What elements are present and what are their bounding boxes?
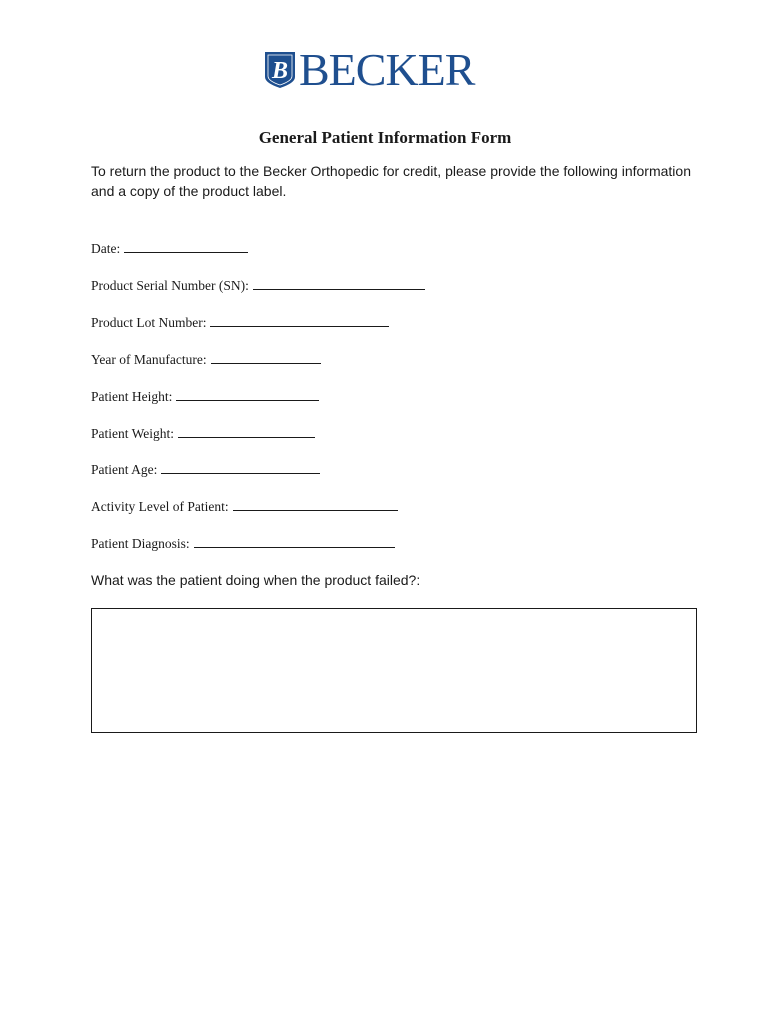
lot-number-field[interactable]	[91, 314, 389, 332]
serial-number-blank[interactable]	[253, 277, 425, 290]
patient-diagnosis-label: Patient Diagnosis:	[91, 536, 190, 551]
activity-level-blank[interactable]	[233, 498, 398, 511]
date-label: Date:	[91, 241, 121, 256]
date-field[interactable]	[91, 240, 248, 258]
serial-number-label: Product Serial Number (SN):	[91, 278, 249, 293]
activity-level-field[interactable]	[91, 498, 398, 516]
date-blank[interactable]	[124, 240, 248, 253]
activity-level-label: Activity Level of Patient:	[91, 499, 229, 514]
patient-weight-field[interactable]	[91, 425, 315, 443]
svg-text:B: B	[271, 58, 289, 84]
patient-diagnosis-field[interactable]	[91, 535, 395, 553]
patient-age-blank[interactable]	[161, 461, 320, 474]
lot-number-label: Product Lot Number:	[91, 315, 207, 330]
year-of-manufacture-field[interactable]	[91, 351, 321, 369]
patient-weight-label: Patient Weight:	[91, 426, 175, 441]
patient-height-field[interactable]	[91, 388, 319, 406]
patient-diagnosis-blank[interactable]	[194, 535, 395, 548]
patient-age-label: Patient Age:	[91, 462, 158, 477]
patient-weight-blank[interactable]	[178, 425, 315, 438]
logo-wordmark: BECKER	[299, 44, 475, 95]
failure-question: What was the patient doing when the product failed?:	[91, 572, 421, 588]
patient-height-label: Patient Height:	[91, 389, 173, 404]
form-title: General Patient Information Form	[258, 128, 512, 147]
becker-logo	[264, 44, 475, 95]
patient-height-blank[interactable]	[176, 388, 319, 401]
year-of-manufacture-blank[interactable]	[211, 351, 321, 364]
form-instructions: To return the product to the Becker Orthopedic for credit, please provide the following information and a copy of the product label.	[91, 163, 691, 199]
lot-number-blank[interactable]	[210, 314, 389, 327]
becker-shield-icon	[264, 51, 296, 89]
patient-age-field[interactable]	[91, 461, 320, 479]
serial-number-field[interactable]	[91, 277, 425, 295]
year-of-manufacture-label: Year of Manufacture:	[91, 352, 207, 367]
failure-description-box[interactable]	[91, 608, 697, 733]
